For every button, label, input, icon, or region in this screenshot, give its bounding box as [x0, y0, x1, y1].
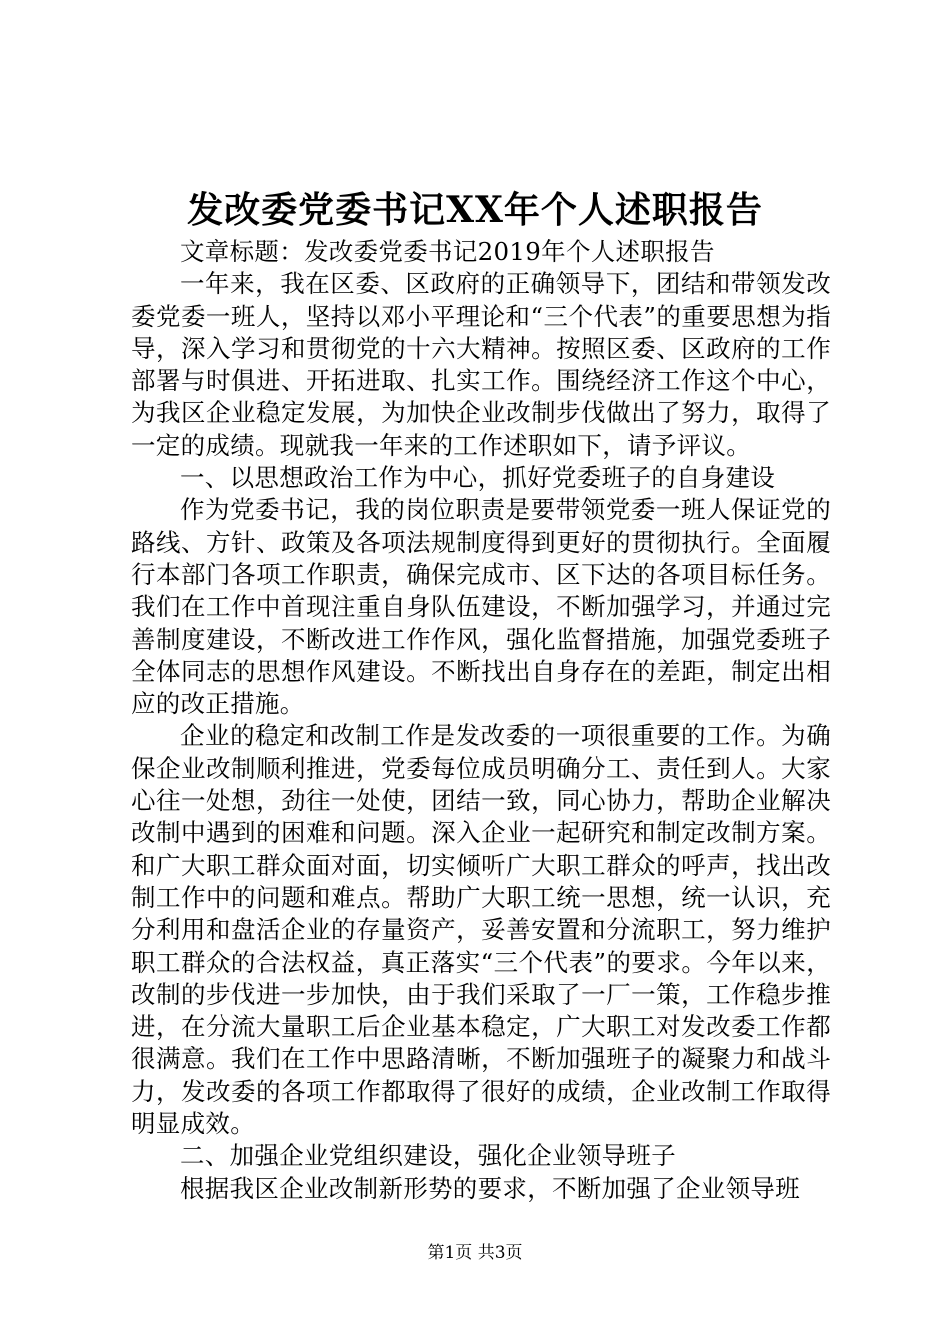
section-heading-1: 一、以思想政治工作为中心，抓好党委班子的自身建设: [180, 463, 776, 493]
page-footer: 第1页 共3页: [427, 1243, 523, 1263]
document-body: [131, 236, 831, 1205]
section-heading-2: 二、加强企业党组织建设，强化企业领导班子: [180, 1141, 676, 1171]
paragraph-section1-2: 企业的稳定和改制工作是发改委的一项很重要的工作。为确保企业改制顺利推进，党委每位成员明确分工、责任到人。大家心往一处想，劲往一处使，团结一致，同心协力，帮助企业解决改制中遇到的困难和问题。深入企业一起研究和制定改制方案。和广大职工群众面对面，切实倾听广大职工群众的呼声，找出改制工作中的问题和难点。帮助广大职工统一思想，统一认识，充分利用和盘活企业的存量资产，妥善安置和分流职工，努力维护职工群众的合法权益，真正落实“三个代表”的要求。今年以来，改制的步伐进一步加快，由于我们采取了一厂一策，工作稳步推进，在分流大量职工后企业基本稳定，广大职工对发改委工作都很满意。我们在工作中思路清晰，不断加强班子的凝聚力和战斗力，发改委的各项工作都取得了很好的成绩，企业改制工作取得明显成效。: [131, 721, 831, 1139]
article-title-line: 文章标题：发改委党委书记2019年个人述职报告: [180, 237, 715, 266]
paragraph-section2-1: 根据我区企业改制新形势的要求，不断加强了企业领导班: [180, 1173, 800, 1203]
paragraph-section1-1: 作为党委书记，我的岗位职责是要带领党委一班人保证党的路线、方针、政策及各项法规制度得到更好的贯彻执行。全面履行本部门各项工作职责，确保完成市、区下达的各项目标任务。我们在工作中首现注重自身队伍建设，不断加强学习，并通过完善制度建设，不断改进工作作风，强化监督措施，加强党委班子全体同志的思想作风建设。不断找出自身存在的差距，制定出相应的改正措施。: [131, 495, 831, 719]
document-title: 发改委党委书记XX年个人述职报告: [187, 189, 763, 231]
paragraph-intro: 一年来，我在区委、区政府的正确领导下，团结和带领发改委党委一班人，坚持以邓小平理论和“三个代表”的重要思想为指导，深入学习和贯彻党的十六大精神。按照区委、区政府的工作部署与时俱进、开拓进取、扎实工作。围绕经济工作这个中心，为我区企业稳定发展，为加快企业改制步伐做出了努力，取得了一定的成绩。现就我一年来的工作述职如下，请予评议。: [131, 269, 831, 460]
